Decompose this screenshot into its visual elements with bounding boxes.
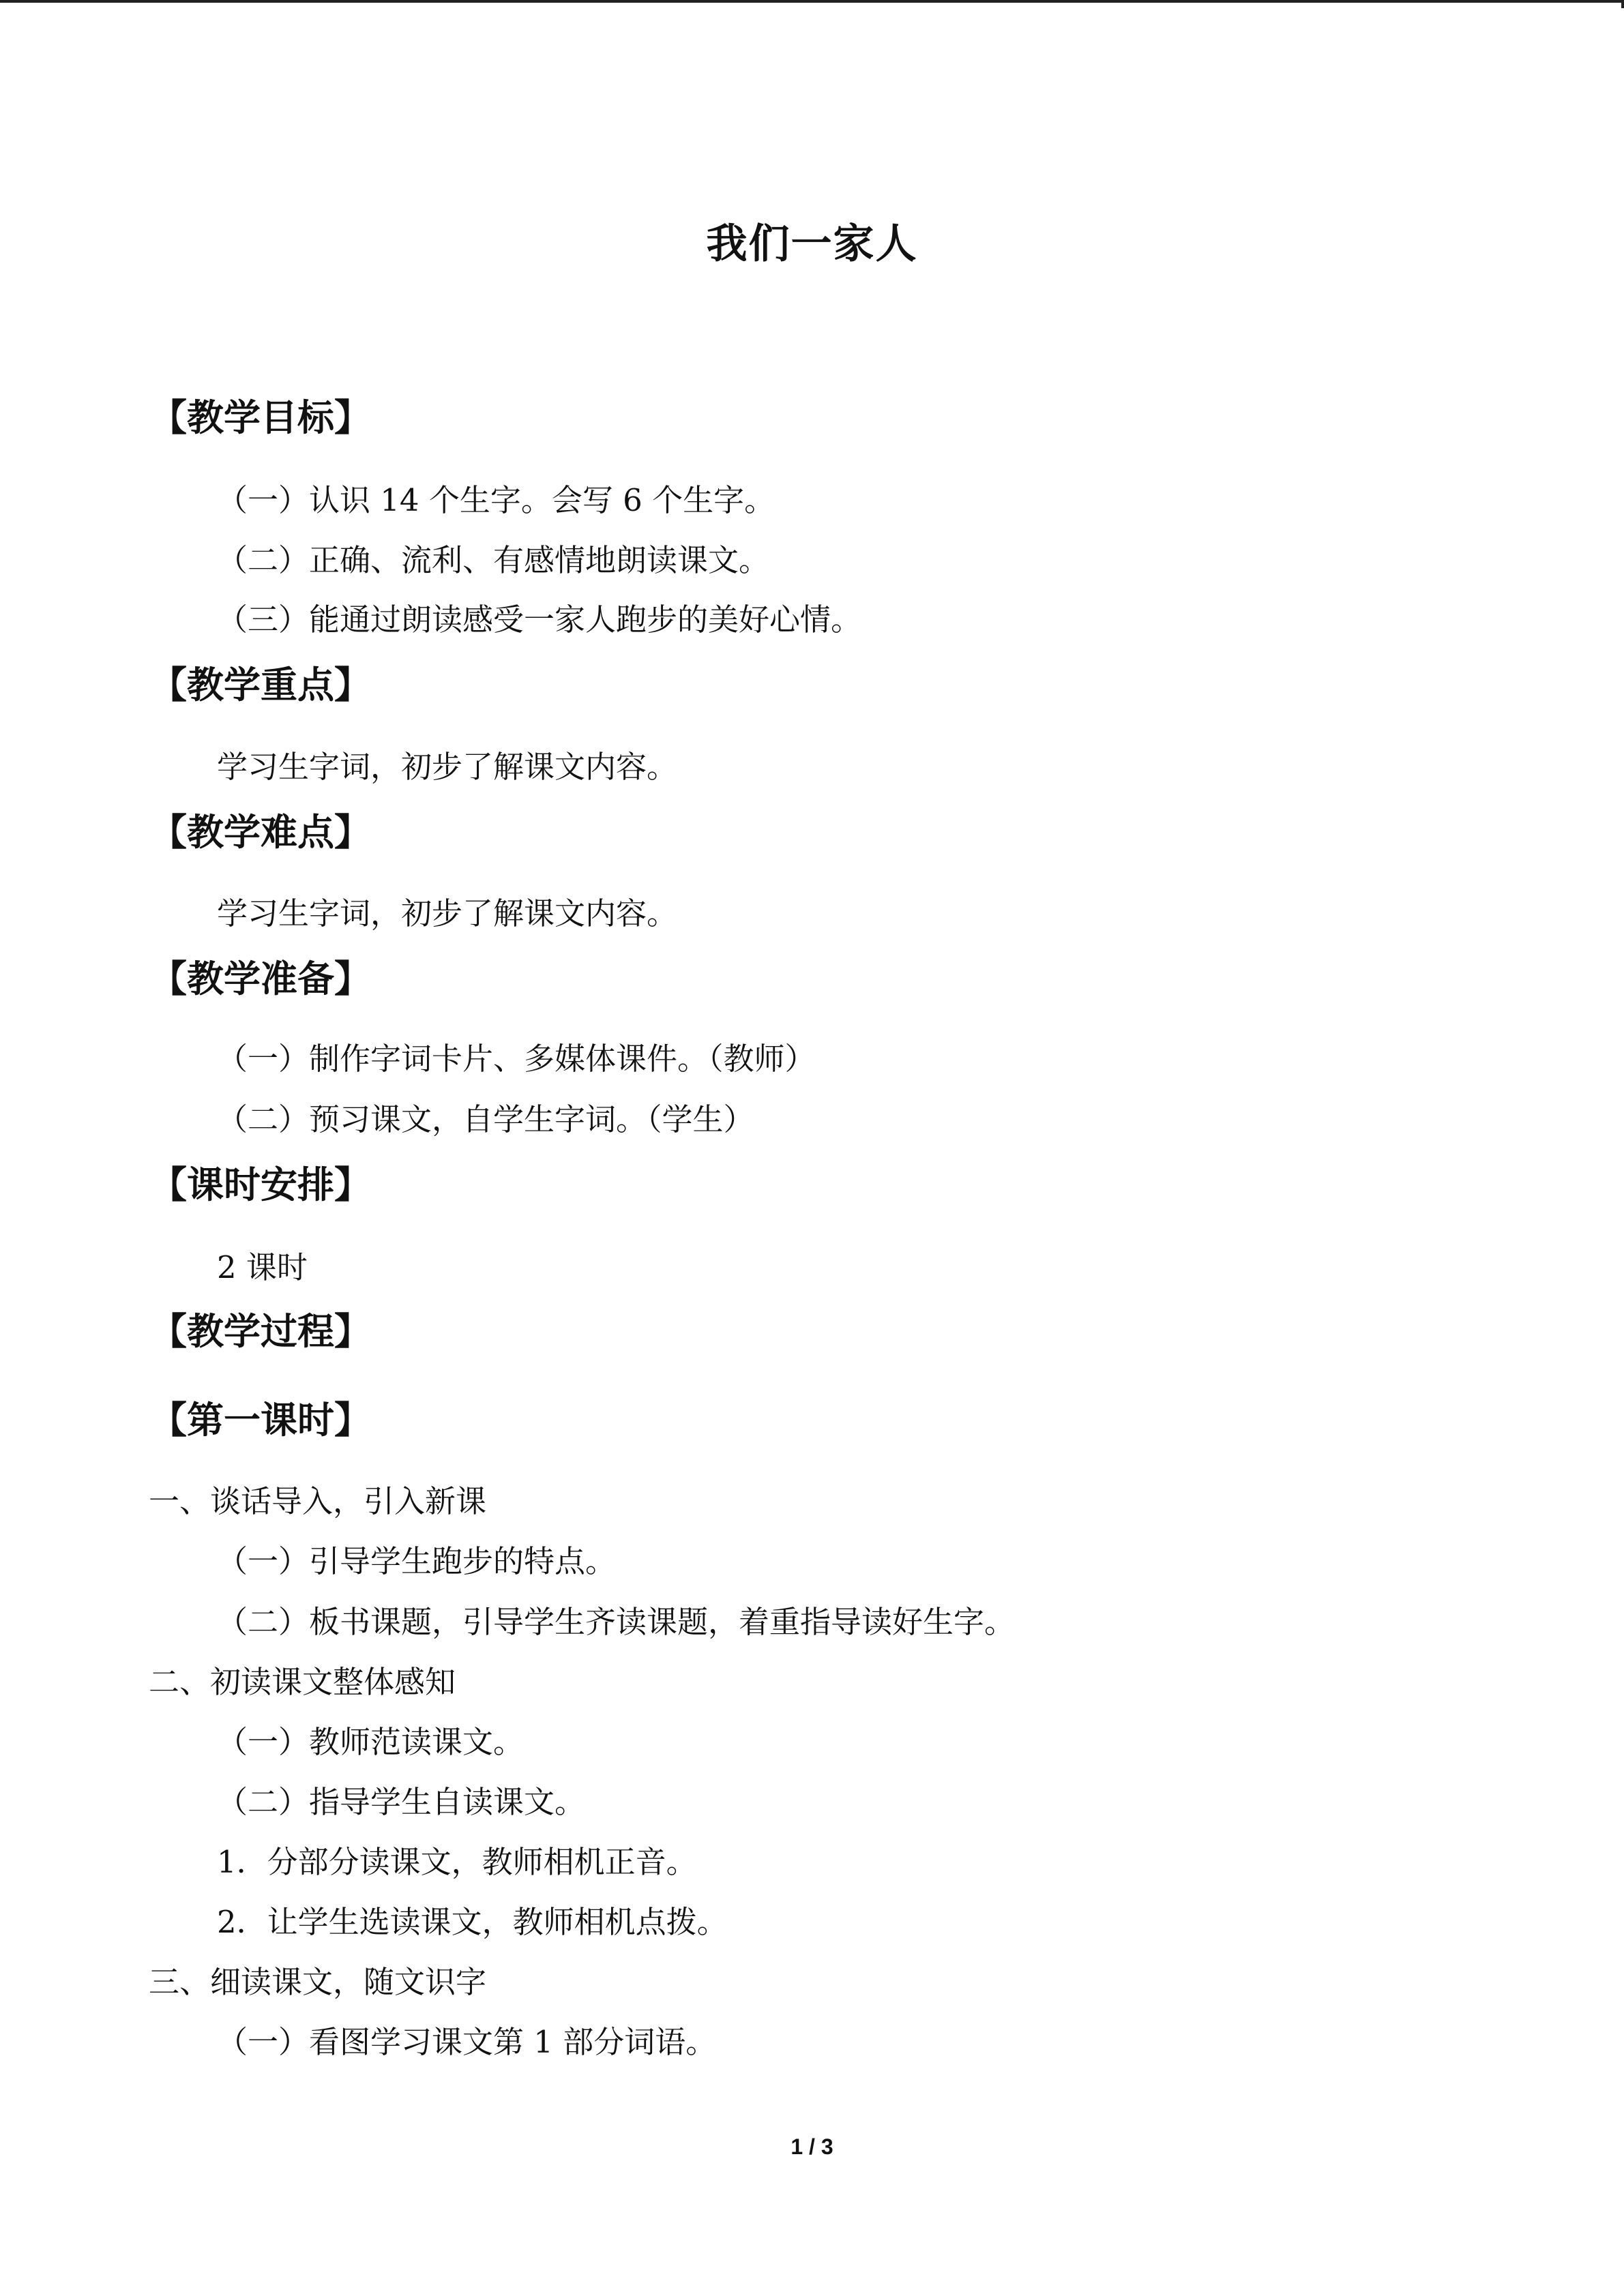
lesson-substep: （一）看图学习课文第 1 部分词语。 bbox=[217, 2024, 717, 2060]
preparation-item: （二）预习课文，自学生字词。（学生） bbox=[217, 1101, 754, 1137]
lesson-substep: （一）教师范读课文。 bbox=[217, 1724, 525, 1760]
page-number: 1 / 3 bbox=[791, 2134, 833, 2159]
lesson-step: 二、初读课文整体感知 bbox=[149, 1664, 456, 1700]
lesson-step: 一、谈话导入，引入新课 bbox=[149, 1483, 487, 1519]
heading-preparation: 【教学准备】 bbox=[150, 957, 371, 1000]
heading-process: 【教学过程】 bbox=[150, 1310, 371, 1353]
lesson-substep: （二）板书课题，引导学生齐读课题，着重指导读好生字。 bbox=[217, 1604, 1016, 1640]
heading-key-points: 【教学重点】 bbox=[150, 664, 371, 706]
schedule-text: 2 课时 bbox=[217, 1249, 308, 1285]
key-points-text: 学习生字词，初步了解课文内容。 bbox=[217, 749, 678, 785]
corner-mark bbox=[1621, 0, 1624, 8]
heading-first-lesson: 【第一课时】 bbox=[150, 1399, 371, 1442]
lesson-substep: 1．分部分读课文，教师相机正音。 bbox=[217, 1844, 697, 1880]
lesson-substep: 2．让学生选读课文，教师相机点拨。 bbox=[217, 1904, 728, 1940]
top-border bbox=[0, 0, 1624, 3]
heading-schedule: 【课时安排】 bbox=[150, 1163, 371, 1206]
objective-item: （一）认识 14 个生字。会写 6 个生字。 bbox=[217, 482, 776, 518]
difficulties-text: 学习生字词，初步了解课文内容。 bbox=[217, 895, 678, 931]
preparation-item: （一）制作字词卡片、多媒体课件。（教师） bbox=[217, 1041, 816, 1077]
heading-objectives: 【教学目标】 bbox=[150, 396, 371, 439]
lesson-substep: （二）指导学生自读课文。 bbox=[217, 1784, 586, 1820]
lesson-substep: （一）引导学生跑步的特点。 bbox=[217, 1543, 617, 1579]
objective-item: （三）能通过朗读感受一家人跑步的美好心情。 bbox=[217, 601, 862, 638]
objective-item: （二）正确、流利、有感情地朗读课文。 bbox=[217, 542, 770, 578]
heading-difficulties: 【教学难点】 bbox=[150, 811, 371, 854]
lesson-step: 三、细读课文，随文识字 bbox=[149, 1964, 487, 2000]
document-title: 我们一家人 bbox=[706, 220, 918, 268]
